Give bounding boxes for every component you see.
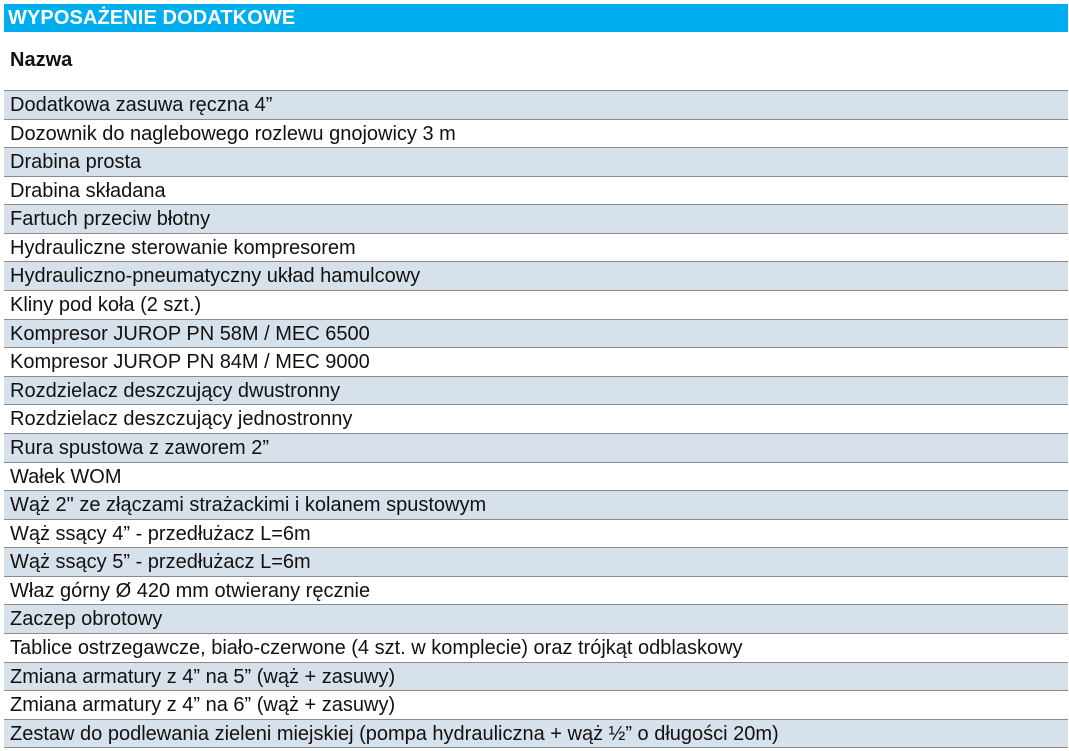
table-row: Zaczep obrotowy: [4, 605, 1068, 634]
table-row: Rozdzielacz deszczujący jednostronny: [4, 405, 1068, 434]
table-row: Zestaw do podlewania zieleni miejskiej (pompa hydrauliczna + wąż ½” o długości 20m): [4, 720, 1068, 749]
table-row: Zmiana armatury z 4” na 5” (wąż + zasuwy): [4, 663, 1068, 692]
table-row: Drabina prosta: [4, 148, 1068, 177]
table-row: Drabina składana: [4, 177, 1068, 206]
table-row: Kompresor JUROP PN 58M / MEC 6500: [4, 320, 1068, 349]
table-row: Właz górny Ø 420 mm otwierany ręcznie: [4, 577, 1068, 606]
section-title: WYPOSAŻENIE DODATKOWE: [4, 4, 1068, 32]
table-row: Hydrauliczno-pneumatyczny układ hamulcowy: [4, 262, 1068, 291]
column-header: Nazwa: [10, 49, 73, 71]
table-row: Wąż 2" ze złączami strażackimi i kolanem spustowym: [4, 491, 1068, 520]
table-row: Wąż ssący 5” - przedłużacz L=6m: [4, 548, 1068, 577]
table-row: Kliny pod koła (2 szt.): [4, 291, 1068, 320]
table-row: Zmiana armatury z 4” na 6” (wąż + zasuwy): [4, 691, 1068, 720]
equipment-table: [4, 90, 1068, 748]
table-row: Kompresor JUROP PN 84M / MEC 9000: [4, 348, 1068, 377]
table-row: Rura spustowa z zaworem 2”: [4, 434, 1068, 463]
table-row: Tablice ostrzegawcze, biało-czerwone (4 szt. w komplecie) oraz trójkąt odblaskowy: [4, 634, 1068, 663]
table-row: Hydrauliczne sterowanie kompresorem: [4, 234, 1068, 263]
table-row: Fartuch przeciw błotny: [4, 205, 1068, 234]
table-row: Dozownik do naglebowego rozlewu gnojowicy 3 m: [4, 120, 1068, 149]
table-row: Dodatkowa zasuwa ręczna 4”: [4, 91, 1068, 120]
equipment-document: [4, 4, 1068, 748]
table-row: Wąż ssący 4” - przedłużacz L=6m: [4, 520, 1068, 549]
table-row: Wałek WOM: [4, 463, 1068, 492]
table-row: Rozdzielacz deszczujący dwustronny: [4, 377, 1068, 406]
